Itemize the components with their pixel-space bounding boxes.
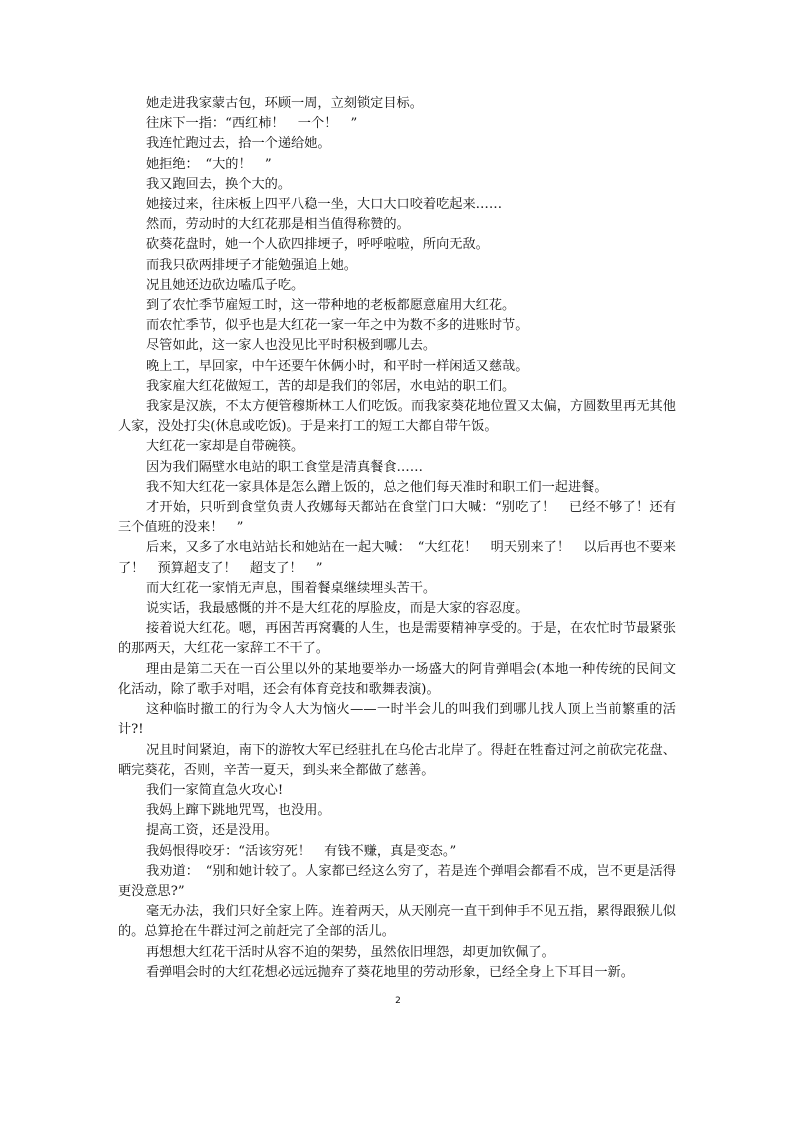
- paragraph: 往床下一指：“西红柿！ 一个！ ”: [146, 116, 358, 132]
- paragraph: 这种临时撤工的行为令人大为恼火——一时半会儿的叫我们到哪儿找人顶上当前繁重的活计?!: [118, 702, 676, 738]
- paragraph: 我家是汉族，不太方便管穆斯林工人们吃饭。而我家葵花地位置又太偏，方圆数里再无其他人家，没处打尖(休息或吃饭)。于是来打工的短工大都自带午饭。: [118, 399, 676, 435]
- paragraph: 而我只砍两排埂子才能勉强追上她。: [146, 257, 357, 273]
- paragraph: 她拒绝： “大的！ ”: [146, 156, 272, 172]
- paragraph: 她接过来，往床板上四平八稳一坐，大口大口咬着吃起来……: [146, 197, 503, 213]
- paragraph: 看弹唱会时的大红花想必远远抛弃了葵花地里的劳动形象，已经全身上下耳目一新。: [146, 964, 634, 980]
- paragraph: 后来，又多了水电站站长和她站在一起大喊： “大红花！ 明天别来了！ 以后再也不要来了！ 预算超支了！ 超支了！ ”: [118, 540, 676, 576]
- paragraph: 我妈上蹿下跳地咒骂，也没用。: [146, 803, 331, 819]
- paragraph: 因为我们隔壁水电站的职工食堂是清真餐食……: [146, 459, 423, 475]
- paragraph: 我又跑回去，换个大的。: [146, 176, 292, 192]
- paragraph: 才开始，只听到食堂负责人孜娜每天都站在食堂门口大喊：“别吃了！ 已经不够了！还有三个值班的没来！ ”: [118, 500, 676, 536]
- paragraph: 理由是第二天在一百公里以外的某地要举办一场盛大的阿肯弹唱会(本地一种传统的民间文化活动，除了歌手对唱，还会有体育竞技和歌舞表演)。: [118, 661, 676, 697]
- paragraph: 晚上工，早回家，中午还要午休俩小时，和平时一样闲适又慈哉。: [146, 358, 529, 374]
- paragraph: 到了农忙季节雇短工时，这一带种地的老板都愿意雇用大红花。: [146, 298, 516, 314]
- paragraph: 我妈恨得咬牙：“活该穷死！ 有钱不赚，真是变态。”: [146, 843, 457, 859]
- paragraph: 她走进我家蒙古包，环顾一周，立刻锁定目标。: [146, 96, 423, 111]
- paragraph: 况且她还边砍边嗑瓜子吃。: [146, 277, 305, 293]
- paragraph: 说实话，我最感慨的并不是大红花的厚脸皮，而是大家的容忍度。: [146, 601, 529, 617]
- paragraph: 而农忙季节，似乎也是大红花一家一年之中为数不多的进账时节。: [146, 318, 529, 334]
- paragraph: 接着说大红花。嗯，再困苦再窝囊的人生，也是需要精神享受的。于是，在农忙时节最紧张的那两天，大红花一家辞工不干了。: [118, 621, 676, 657]
- paragraph: 我不知大红花一家具体是怎么蹭上饭的，总之他们每天准时和职工们一起进餐。: [146, 479, 608, 495]
- article-body: [118, 94, 676, 983]
- paragraph: 我们一家简直急火攻心!: [146, 782, 284, 798]
- paragraph: 我连忙跑过去，拾一个递给她。: [146, 136, 331, 152]
- paragraph: 再想想大红花干活时从容不迫的架势，虽然依旧埋怨，却更加钦佩了。: [146, 944, 555, 960]
- paragraph: 毫无办法，我们只好全家上阵。连着两天，从天刚亮一直干到伸手不见五指，累得跟猴儿似的。总算抢在牛群过河之前赶完了全部的活儿。: [118, 904, 676, 940]
- paragraph: 我劝道： “别和她计较了。人家都已经这么穷了，若是连个弹唱会都看不成，岂不更是活得更没意思?”: [118, 863, 676, 899]
- paragraph: 尽管如此，这一家人也没见比平时积极到哪儿去。: [146, 338, 437, 354]
- paragraph: 砍葵花盘时，她一个人砍四排埂子，呼呼啦啦，所向无敌。: [146, 237, 489, 253]
- paragraph: 我家雇大红花做短工，苦的却是我们的邻居，水电站的职工们。: [146, 378, 516, 394]
- paragraph: 提高工资，还是没用。: [146, 823, 278, 839]
- paragraph: 大红花一家却是自带碗筷。: [146, 439, 305, 455]
- paragraph: 而大红花一家悄无声息，围着餐桌继续埋头苦干。: [146, 580, 437, 596]
- page-number: 2: [395, 996, 401, 1006]
- paragraph: 然而，劳动时的大红花那是相当值得称赞的。: [146, 217, 410, 233]
- paragraph: 况且时间紧迫，南下的游牧大军已经驻扎在乌伦古北岸了。得赶在牲畜过河之前砍完花盘、晒完葵花，否则，辛苦一夏天，到头来全都做了慈善。: [118, 742, 676, 778]
